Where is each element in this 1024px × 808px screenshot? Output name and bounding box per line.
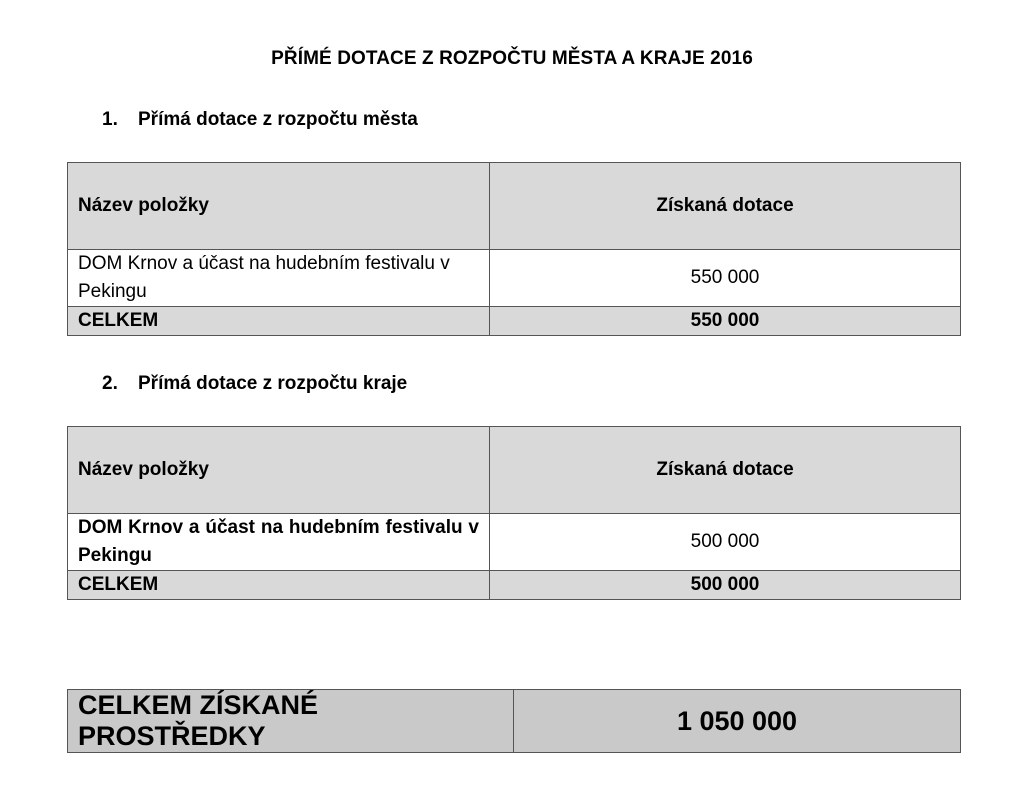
column-header-grant-amount: Získaná dotace [490,163,961,250]
section-number: 1. [102,109,118,130]
total-value-cell: 500 000 [490,571,961,600]
region-grant-table [67,426,961,600]
total-value-cell: 550 000 [490,307,961,336]
item-name-cell: DOM Krnov a účast na hudebním festivalu v Pekingu [68,250,490,307]
section-title: Přímá dotace z rozpočtu kraje [138,373,408,394]
grand-total-table [67,689,961,753]
city-grant-table [67,162,961,336]
document-title: PŘÍMÉ DOTACE Z ROZPOČTU MĚSTA A KRAJE 2016 [271,48,753,69]
section-heading-region [102,373,407,395]
table-row [68,514,961,571]
section-number: 2. [102,373,118,394]
item-name-cell: DOM Krnov a účast na hudebním festivalu v Pekingu [68,514,490,571]
grand-total-row [68,690,961,753]
item-value-cell: 500 000 [490,514,961,571]
total-label-cell: CELKEM [68,307,490,336]
column-header-item-name: Název položky [68,163,490,250]
table-header-row [68,427,961,514]
table-row [68,250,961,307]
table-total-row [68,571,961,600]
section-title: Přímá dotace z rozpočtu města [138,109,418,130]
column-header-grant-amount: Získaná dotace [490,427,961,514]
grand-total-value: 1 050 000 [514,690,961,753]
grand-total-label: CELKEM ZÍSKANÉ PROSTŘEDKY [68,690,514,753]
item-value-cell: 550 000 [490,250,961,307]
section-heading-city [102,109,418,131]
column-header-item-name: Název položky [68,427,490,514]
table-total-row [68,307,961,336]
table-header-row [68,163,961,250]
total-label-cell: CELKEM [68,571,490,600]
